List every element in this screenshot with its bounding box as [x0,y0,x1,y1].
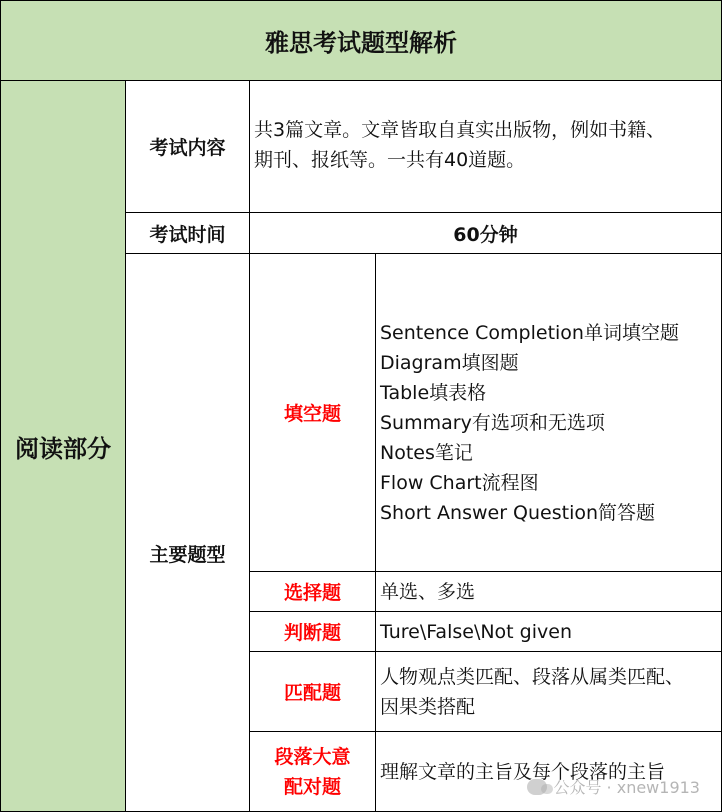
watermark-text: 公众号 · xnew1913 [553,778,700,797]
type-name-cell [250,732,376,812]
time-label: 考试时间 [149,223,226,246]
content-line: 期刊、报纸等。一共有40道题。 [254,148,526,171]
type-name-cell [250,254,376,572]
type-desc-line: Flow Chart流程图 [380,471,539,494]
type-desc-line: Table填表格 [380,381,487,404]
types-label: 主要题型 [149,544,226,566]
type-name: 填空题 [283,403,341,425]
type-desc-line: 理解文章的主旨及每个段落的主旨 [380,760,666,783]
type-name-cell [250,572,376,612]
type-desc-line: Summary有选项和无选项 [380,411,605,434]
type-desc-cell [376,254,722,572]
table-title [0,0,722,81]
type-desc-line: Notes笔记 [380,441,473,464]
types-label-cell [126,254,250,812]
time-value-cell [250,213,722,254]
type-name-cell [250,652,376,732]
type-name-cell [250,612,376,652]
type-desc-line: Ture\False\Not given [380,620,572,643]
type-desc-line: Short Answer Question简答题 [380,501,656,524]
content-label-cell [126,81,250,213]
type-desc-cell [376,572,722,612]
title-text: 雅思考试题型解析 [265,29,457,57]
type-desc-cell [376,612,722,652]
time-value: 60分钟 [453,223,518,246]
type-desc-line: Sentence Completion单词填空题 [380,321,679,344]
type-desc-cell [376,732,722,812]
type-name: 配对题 [283,775,341,798]
type-desc-line: 单选、多选 [380,580,476,603]
type-name: 判断题 [283,622,341,644]
section-label: 阅读部分 [15,434,111,463]
section-label-cell [0,81,126,812]
type-name: 段落大意 [274,745,351,768]
type-desc-line: 人物观点类匹配、段落从属类匹配、 [380,665,685,688]
time-label-cell [126,213,250,254]
type-desc-line: 因果类搭配 [380,695,476,718]
type-desc-line: Diagram填图题 [380,351,519,374]
type-name: 选择题 [283,582,341,604]
content-label: 考试内容 [149,137,226,159]
type-name: 匹配题 [283,682,341,704]
wechat-icon [527,779,547,795]
content-value-cell [250,81,722,213]
type-desc-cell [376,652,722,732]
content-line: 共3篇文章。文章皆取自真实出版物，例如书籍、 [254,118,666,141]
watermark [527,775,700,798]
